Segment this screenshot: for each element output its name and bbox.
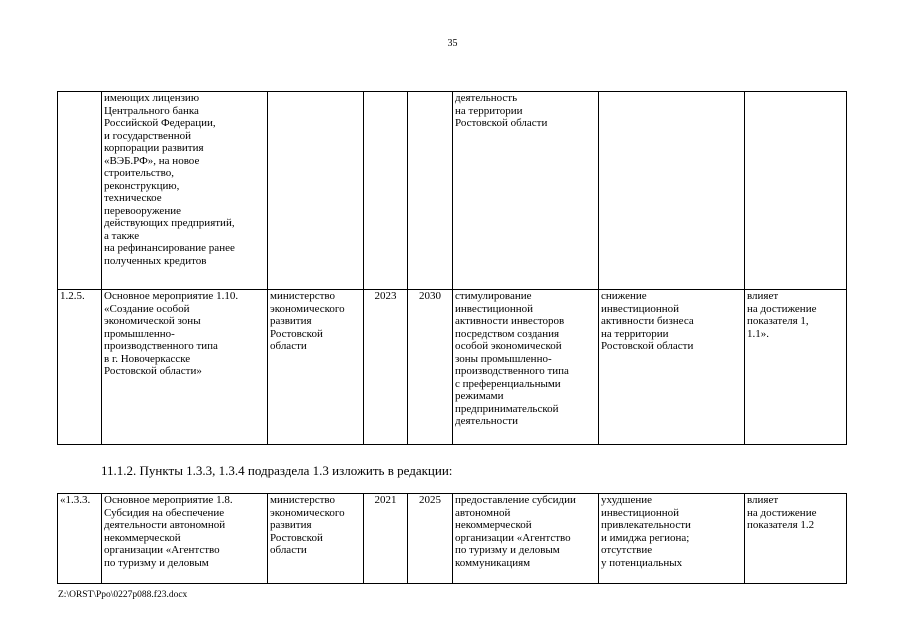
cell-measure-name: имеющих лицензию Центрального банка Российской Федерации, и государственной корпорации развития «ВЭБ.РФ», на новое строительство, реконструкцию, техническое перевооружение действующих предприятий, а также на рефинансирование ранее полученных кредитов <box>102 92 268 290</box>
cell-expected-result: стимулирование инвестиционной активности инвесторов посредством создания особой экономической зоны промышленно- производственного типа с преференциальными режимами предпринимательской деятельности <box>453 290 599 445</box>
cell-start-year: 2023 <box>364 290 408 445</box>
cell-consequence <box>599 92 745 290</box>
cell-number: «1.3.3. <box>58 494 102 584</box>
cell-executor <box>268 92 364 290</box>
cell-start-year: 2021 <box>364 494 408 584</box>
cell-expected-result: деятельность на территории Ростовской области <box>453 92 599 290</box>
measures-table-bottom <box>57 493 847 584</box>
cell-measure-name: Основное мероприятие 1.8. Субсидия на обеспечение деятельности автономной некоммерческой организации «Агентство по туризму и деловым <box>102 494 268 584</box>
cell-indicator-link <box>745 92 847 290</box>
page-number: 35 <box>447 38 458 49</box>
cell-end-year <box>408 92 453 290</box>
table-row <box>58 92 847 290</box>
cell-end-year: 2030 <box>408 290 453 445</box>
cell-consequence: ухудшение инвестиционной привлекательности и имиджа региона; отсутствие у потенциальных <box>599 494 745 584</box>
cell-number: 1.2.5. <box>58 290 102 445</box>
cell-indicator-link: влияет на достижение показателя 1, 1.1». <box>745 290 847 445</box>
cell-executor: министерство экономического развития Ростовской области <box>268 494 364 584</box>
table-row <box>58 494 847 584</box>
cell-consequence: снижение инвестиционной активности бизнеса на территории Ростовской области <box>599 290 745 445</box>
cell-executor: министерство экономического развития Ростовской области <box>268 290 364 445</box>
cell-start-year <box>364 92 408 290</box>
file-path-footer: Z:\ORST\Ppo\0227p088.f23.docx <box>58 590 188 600</box>
cell-measure-name: Основное мероприятие 1.10. «Создание особой экономической зоны промышленно- производственного типа в г. Новочеркасске Ростовской области» <box>102 290 268 445</box>
cell-expected-result: предоставление субсидии автономной некоммерческой организации «Агентство по туризму и деловым коммуникациям <box>453 494 599 584</box>
cell-indicator-link: влияет на достижение показателя 1.2 <box>745 494 847 584</box>
cell-number <box>58 92 102 290</box>
table-row <box>58 290 847 445</box>
measures-table-top <box>57 91 847 445</box>
cell-end-year: 2025 <box>408 494 453 584</box>
amendment-paragraph: 11.1.2. Пункты 1.3.3, 1.3.4 подраздела 1.3 изложить в редакции: <box>101 463 453 478</box>
